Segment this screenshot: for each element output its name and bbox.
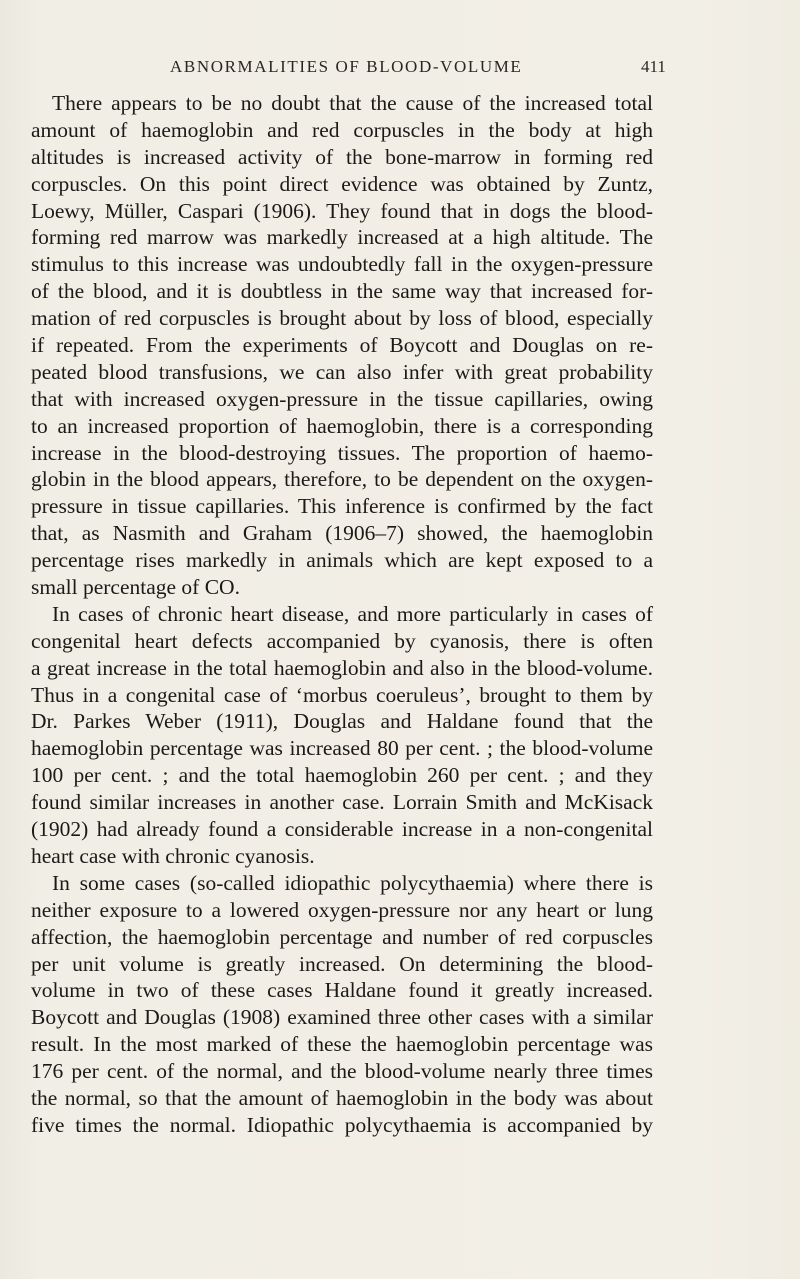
text-line: In some cases (so-called idiopathic polycythaemia) where there is: [52, 870, 653, 895]
text-line: pressure in tissue capillaries. This inference is confirmed by the fact: [31, 494, 653, 519]
text-line: increase in the blood-destroying tissues. The proportion of haemo-: [31, 440, 653, 465]
text-line: Dr. Parkes Weber (1911), Douglas and Haldane found that the: [31, 709, 653, 734]
text-line: peated blood transfusions, we can also infer with great probability: [31, 359, 653, 384]
text-line: if repeated. From the experiments of Boycott and Douglas on re-: [31, 333, 653, 358]
text-line: forming red marrow was markedly increased at a high altitude. The: [31, 225, 653, 250]
text-line: small percentage of CO.: [31, 575, 240, 600]
text-line: to an increased proportion of haemoglobin, there is a corresponding: [31, 413, 653, 438]
text-line: the normal, so that the amount of haemoglobin in the body was about: [31, 1085, 653, 1110]
text-line: affection, the haemoglobin percentage and number of red corpuscles: [31, 924, 653, 949]
text-line: five times the normal. Idiopathic polycythaemia is accompanied by: [31, 1112, 653, 1137]
running-title: ABNORMALITIES OF BLOOD-VOLUME: [170, 57, 523, 76]
text-line: that, as Nasmith and Graham (1906–7) showed, the haemoglobin: [31, 521, 653, 546]
text-line: a great increase in the total haemoglobin and also in the blood-volume.: [31, 655, 653, 680]
text-line: stimulus to this increase was undoubtedly fall in the oxygen-pressure: [31, 252, 653, 277]
text-line: (1902) had already found a considerable increase in a non-congenital: [31, 817, 653, 842]
text-line: result. In the most marked of these the haemoglobin percentage was: [31, 1032, 653, 1057]
text-line: There appears to be no doubt that the cause of the increased total: [52, 91, 653, 115]
text-line: neither exposure to a lowered oxygen-pressure nor any heart or lung: [31, 897, 653, 922]
text-line: haemoglobin percentage was increased 80 per cent. ; the blood-volume: [31, 736, 653, 761]
text-line: globin in the blood appears, therefore, to be dependent on the oxygen-: [31, 467, 653, 492]
text-line: corpuscles. On this point direct evidence was obtained by Zuntz,: [31, 171, 653, 196]
text-line: Boycott and Douglas (1908) examined three other cases with a similar: [31, 1005, 653, 1030]
running-head: [0, 57, 800, 81]
text-line: altitudes is increased activity of the bone-marrow in forming red: [31, 144, 653, 169]
text-line: 176 per cent. of the normal, and the blood-volume nearly three times: [31, 1059, 653, 1084]
text-line: per unit volume is greatly increased. On determining the blood-: [31, 951, 653, 976]
text-line: found similar increases in another case. Lorrain Smith and McKisack: [31, 790, 653, 815]
text-line: that with increased oxygen-pressure in the tissue capillaries, owing: [31, 386, 653, 411]
text-line: congenital heart defects accompanied by cyanosis, there is often: [31, 628, 653, 653]
text-line: of the blood, and it is doubtless in the same way that increased for-: [31, 279, 653, 304]
text-line: Loewy, Müller, Caspari (1906). They found that in dogs the blood-: [31, 198, 653, 223]
page-number: 411: [641, 57, 666, 76]
body-text: [31, 90, 653, 1139]
text-line: percentage rises markedly in animals which are kept exposed to a: [31, 548, 653, 573]
text-line: Thus in a congenital case of ‘morbus coeruleus’, brought to them by: [31, 682, 653, 707]
text-line: amount of haemoglobin and red corpuscles in the body at high: [31, 117, 653, 142]
text-line: mation of red corpuscles is brought about by loss of blood, especially: [31, 306, 653, 331]
text-line: volume in two of these cases Haldane found it greatly increased.: [31, 978, 653, 1003]
text-line: In cases of chronic heart disease, and more particularly in cases of: [52, 601, 653, 626]
text-line: 100 per cent. ; and the total haemoglobin 260 per cent. ; and they: [31, 763, 653, 788]
text-line: heart case with chronic cyanosis.: [31, 843, 315, 868]
